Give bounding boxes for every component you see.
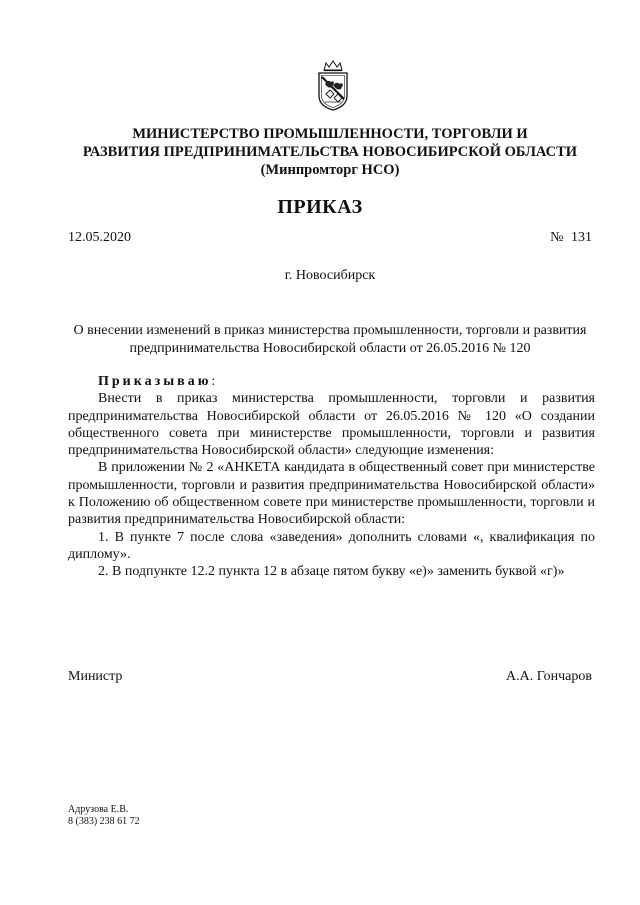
ministry-name — [40, 125, 620, 179]
executor-phone: 8 (383) 238 61 72 — [68, 816, 140, 827]
executor-name: Адрузова Е.В. — [68, 804, 129, 815]
ministry-line-1: МИНИСТЕРСТВО ПРОМЫШЛЕННОСТИ, ТОРГОВЛИ И — [132, 126, 528, 142]
signatory-title: Министр — [68, 669, 123, 684]
coat-of-arms-icon — [316, 60, 350, 112]
ministry-short-name: (Минпромторг НСО) — [260, 162, 400, 178]
paragraph-4: 2. В подпункте 12.2 пункта 12 в абзаце пятом букву «е)» заменить буквой «г)» — [98, 564, 565, 580]
paragraph-2: В приложении № 2 «АНКЕТА кандидата в общественный совет при министерстве промышленности, торговли и развития предпринимательства Новосибирской области» к Положению об общественном совете при министерстве промышленности, торговли и развития предпринимательства Новосибирской области: — [68, 460, 595, 528]
order-date: 12.05.2020 — [68, 230, 131, 245]
order-number: № 131 — [550, 230, 592, 245]
paragraph-1: Внести в приказ министерства промышленности, торговли и развития предпринимательства Новосибирской области от 26.05.2016 № 120 «О создании общественного совета при министерстве промышленности, торговли и развития предпринимательства Новосибирской области» следующие изменения: — [68, 391, 595, 459]
signatory-name: А.А. Гончаров — [506, 669, 592, 684]
executor-contact — [68, 804, 140, 828]
order-body — [68, 373, 595, 581]
document-type: ПРИКАЗ — [277, 196, 363, 218]
order-colon: : — [211, 374, 216, 389]
order-directive — [98, 373, 595, 390]
paragraph-3: 1. В пункте 7 после слова «заведения» дополнить словами «, квалификация по диплому». — [68, 529, 595, 562]
order-subject: О внесении изменений в приказ министерства промышленности, торговли и развития предпринимательства Новосибирской области от 26.05.2016 № 120 — [73, 323, 587, 356]
ministry-line-2: РАЗВИТИЯ ПРЕДПРИНИМАТЕЛЬСТВА НОВОСИБИРСКОЙ ОБЛАСТИ — [82, 144, 578, 160]
order-word: Приказываю — [98, 374, 212, 389]
city: г. Новосибирск — [284, 268, 376, 283]
